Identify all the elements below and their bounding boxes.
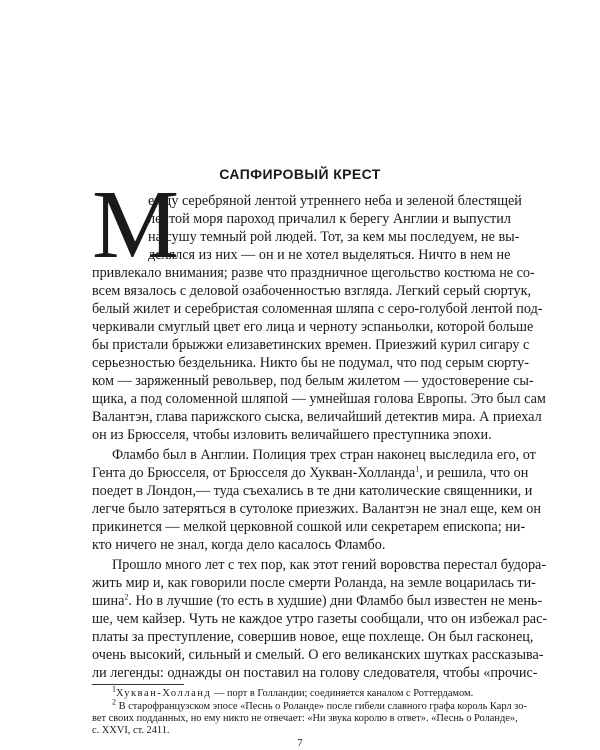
text-line: делялся из них — он и не хотел выделяться. Ничто в нем не [148,247,511,263]
text-line: легче было затеряться в сутолоке приезжих. Валантэн не знал еще, кем он [92,501,541,517]
text-line: всем вязалось с деловой озабоченностью взгляда. Легкий серый сюртук, [92,283,532,299]
text-line: ли легенды: однажды он поставил на голову следователя, чтобы «прочис- [92,665,538,681]
footnote-2: $^2$ В старофранцузском эпосе «Песнь о Роланде» после гибели славного графа король Карл зо- [112,697,527,712]
drop-cap: М [92,171,180,279]
text-line: Гента до Брюсселя, от Брюсселя до Хукван-Холланда$^1$, и решила, что он [92,464,529,481]
text-line: шина$^2$. Но в лучшие (то есть в худшие) дни Фламбо был известен не мень- [92,592,543,609]
text-line: кто ничего не знал, когда дело касалось Фламбо. [92,537,386,553]
text-line: жить мир и, как говорили после смерти Роланда, на земле воцарилась ти- [92,575,536,591]
text-line: белый жилет и серебристая соломенная шляпа с серо-голубой лентой под- [92,301,543,317]
text-line: он из Брюсселя, чтобы изловить величайшего преступника эпохи. [92,427,492,443]
footnote-1: $^1$Хукван-Холланд — порт в Голландии; соединяется каналом с Роттердамом. [112,684,474,699]
footnote-ref: 1 [415,464,420,474]
text-line: серьезностью бездельника. Никто бы не подумал, что под серым сюрту- [92,355,529,371]
text-line: поедет в Лондон,— туда съехались в те дни католические священники, и [92,483,533,499]
text-line: Фламбо был в Англии. Полиция трех стран наконец выследила его, от [112,447,536,463]
text-line: ком — заряженный револьвер, под белым жилетом — удостоверение сы- [92,373,534,389]
footnote-ref: 2 [124,592,129,602]
text-line: бы пристали брыжжи елизаветинских времен. Приезжий курил сигару с [92,337,530,353]
text-line: Валантэн, глава парижского сыска, величайший детектив мира. А приехал [92,409,542,425]
text-line: лентой моря пароход причалил к берегу Англии и выпустил [148,211,511,227]
page-number: 7 [297,737,303,749]
text-line: очень высокий, сильный и смелый. О его великанских шутках рассказыва- [92,647,544,663]
text-line: ежду серебряной лентой утреннего неба и зеленой блестящей [148,193,522,209]
footnote-2-cont: с. XXVI, ст. 2411. [92,725,170,736]
footnote-rule [92,684,184,685]
text-line: черкивали смуглый цвет его лица и черноту эспаньолки, которой больше [92,319,534,335]
text-line: Прошло много лет с тех пор, как этот гений воровства перестал будора- [112,557,547,573]
footnote-2-cont: вет своих подданных, но ему никто не отвечает: «Ни звука королю в ответ». «Песнь о Роланде», [92,713,518,724]
text-line: привлекало внимания; разве что праздничное щегольство костюма не со- [92,265,535,281]
text-line: на сушу темный рой людей. Тот, за кем мы последуем, не вы- [148,229,520,245]
text-line: щика, а под соломенной шляпой — умнейшая голова Европы. Это был сам [92,391,546,407]
text-line: платы за преступление, совершив новое, еще похлеще. Он был гасконец, [92,629,534,645]
text-line: ше, чем кайзер. Чуть не каждое утро газеты сообщали, что он избежал рас- [92,611,548,627]
text-line: прикинется — мелкой церковной сошкой или секретарем епископа; ни- [92,519,526,535]
chapter-title: САПФИРОВЫЙ КРЕСТ [219,166,381,182]
